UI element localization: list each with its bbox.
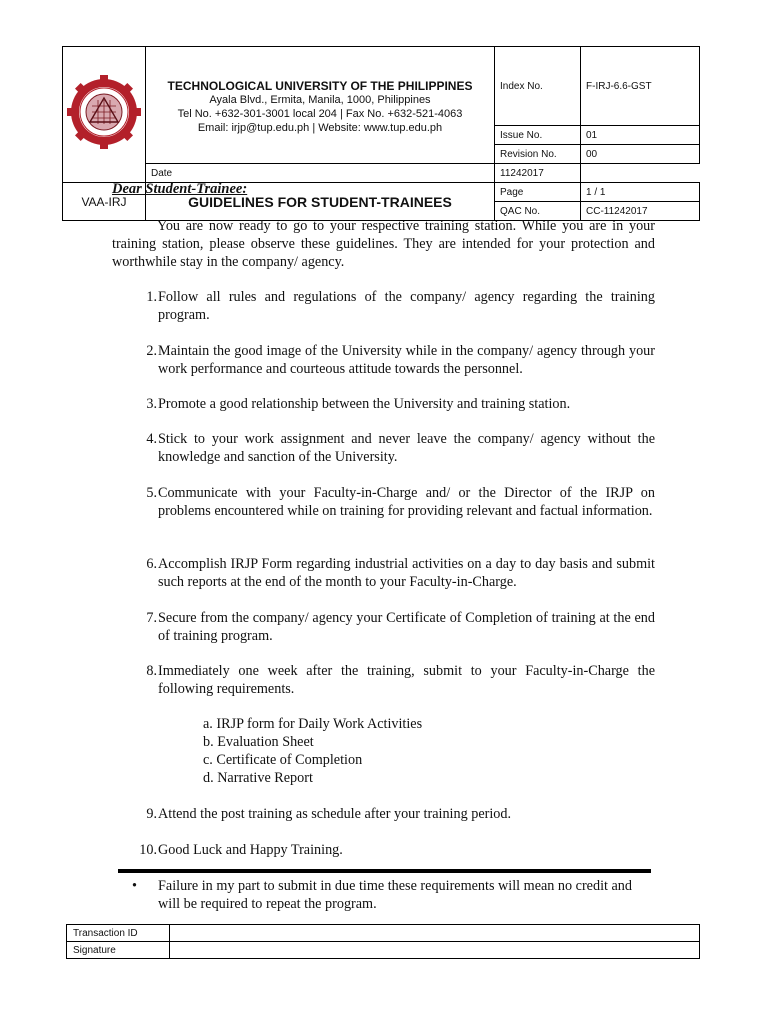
note	[112, 877, 655, 913]
university-info	[146, 47, 495, 164]
signature-field[interactable]	[170, 942, 700, 959]
item-number: 10.	[139, 842, 157, 858]
meta-value: 1 / 1	[581, 183, 700, 202]
item-text: Good Luck and Happy Training.	[158, 842, 343, 858]
item-number: 9.	[146, 806, 157, 822]
document-title: GUIDELINES FOR STUDENT-TRAINEES	[146, 183, 495, 221]
item-number: 7.	[146, 610, 157, 626]
meta-key: Issue No.	[495, 126, 581, 145]
item-text: Immediately one week after the training, submit to your Faculty-in-Charge the following requirements.	[158, 663, 655, 697]
meta-key: QAC No.	[495, 202, 581, 221]
item-text: Follow all rules and regulations of the company/ agency regarding the training program.	[158, 289, 655, 323]
university-seal-icon	[67, 75, 141, 149]
list-item	[112, 805, 655, 823]
university-contact: Tel No. +632-301-3001 local 204 | Fax No. +632-521-4063	[177, 108, 463, 120]
requirement-item: a. IRJP form for Daily Work Activities	[203, 716, 423, 732]
university-address: Ayala Blvd., Ermita, Manila, 1000, Philippines	[209, 94, 431, 106]
meta-key: Index No.	[495, 47, 581, 126]
footer-table	[66, 924, 700, 959]
meta-key: Revision No.	[495, 145, 581, 164]
item-text: Attend the post training as schedule after your training period.	[158, 806, 512, 822]
signature-label: Signature	[67, 942, 170, 959]
list-item	[112, 555, 655, 591]
item-text: Accomplish IRJP Form regarding industrial activities on a day to day basis and submit such reports at the end of the month to your Faculty-in-Charge.	[158, 556, 655, 590]
transaction-id-label: Transaction ID	[67, 925, 170, 942]
meta-value: CC-11242017	[581, 202, 700, 221]
item-number: 6.	[146, 556, 157, 572]
meta-value: 00	[581, 145, 700, 164]
list-item	[112, 841, 655, 859]
document-code: VAA-IRJ	[63, 183, 146, 221]
transaction-id-field[interactable]	[170, 925, 700, 942]
list-item	[112, 662, 655, 698]
list-item	[112, 342, 655, 378]
requirement-item: c. Certificate of Completion	[203, 752, 363, 768]
item-number: 4.	[146, 431, 157, 447]
item-text: Communicate with your Faculty-in-Charge and/ or the Director of the IRJP on problems encountered while on training for providing relevant and factual information.	[158, 485, 655, 519]
university-email: Email: irjp@tup.edu.ph | Website: www.tup.edu.ph	[197, 122, 443, 134]
list-item	[112, 288, 655, 324]
meta-key: Date	[146, 164, 495, 183]
meta-value: F-IRJ-6.6-GST	[581, 47, 700, 126]
salutation: Dear Student-Trainee:	[112, 181, 248, 197]
meta-value: 11242017	[495, 164, 581, 183]
requirement-item: d. Narrative Report	[203, 770, 313, 786]
item-number: 2.	[146, 343, 157, 359]
logo-cell	[63, 47, 146, 183]
note-text: Failure in my part to submit in due time these requirements will mean no credit and will be required to repeat the program.	[158, 878, 632, 912]
item-text: Promote a good relationship between the University and training station.	[158, 396, 571, 412]
intro-paragraph: You are now ready to go to your respective training station. While you are in your training station, please observe these guidelines. They are intended for your protection and worthwhile stay in the company/ agency.	[112, 218, 655, 270]
meta-key: Page	[495, 183, 581, 202]
item-text: Maintain the good image of the University while in the company/ agency through your work performance and courteous attitude towards the personnel.	[158, 343, 655, 377]
list-item	[112, 484, 655, 520]
item-number: 1.	[146, 289, 157, 305]
bullet-icon: •	[132, 878, 137, 894]
item-number: 8.	[146, 663, 157, 679]
divider	[118, 869, 651, 873]
item-text: Secure from the company/ agency your Certificate of Completion of training at the end of training program.	[158, 610, 655, 644]
university-name: TECHNOLOGICAL UNIVERSITY OF THE PHILIPPINES	[167, 79, 473, 93]
list-item	[112, 430, 655, 466]
item-text: Stick to your work assignment and never leave the company/ agency without the knowledge and sanction of the University.	[158, 431, 655, 465]
requirement-item: b. Evaluation Sheet	[203, 734, 314, 750]
item-number: 3.	[146, 396, 157, 412]
meta-value: 01	[581, 126, 700, 145]
list-item	[112, 395, 655, 413]
list-item	[112, 609, 655, 645]
item-number: 5.	[146, 485, 157, 501]
